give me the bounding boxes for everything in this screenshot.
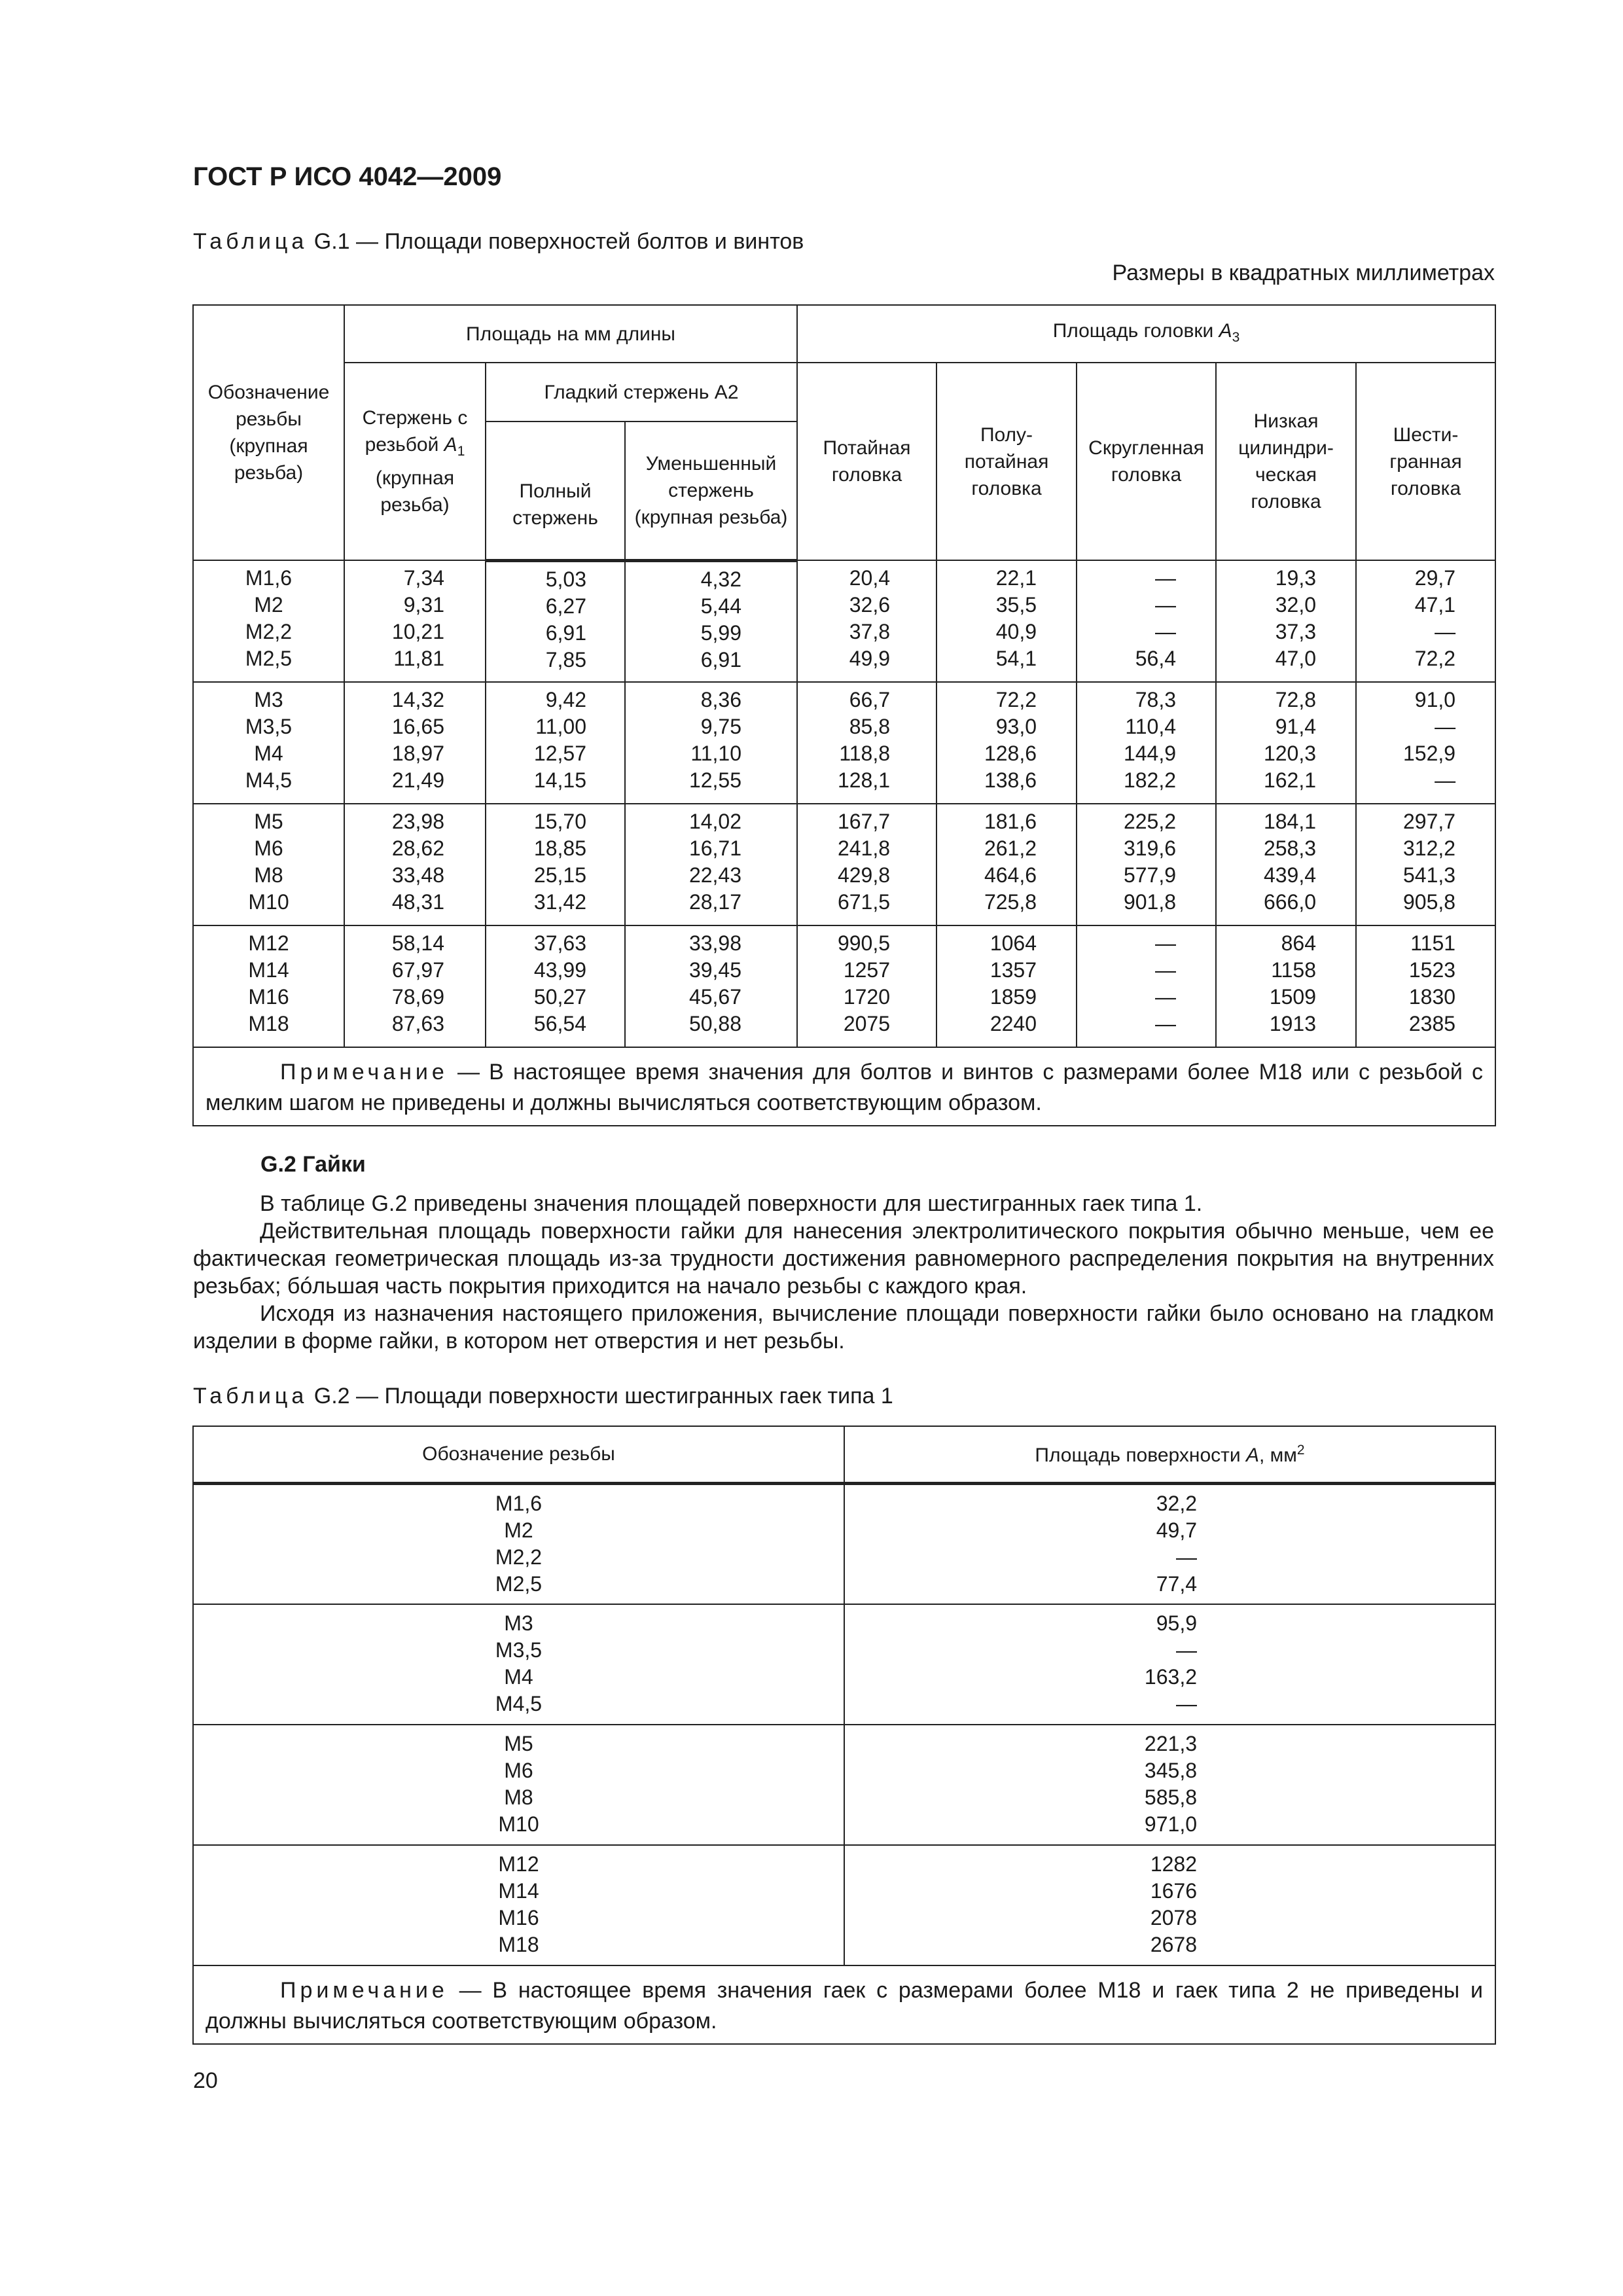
table1-caption bbox=[193, 229, 804, 255]
section-title: G.2 Гайки bbox=[260, 1152, 366, 1177]
table2-caption-word: Таблица bbox=[193, 1384, 308, 1408]
header-threaded-var: A bbox=[444, 434, 457, 456]
header-head-group bbox=[797, 305, 1495, 363]
table-row bbox=[193, 1725, 1495, 1845]
cell-threaded: 14,32 16,65 18,97 21,49 bbox=[344, 682, 486, 804]
cell-designation: M5 M6 M8 M10 bbox=[193, 1725, 844, 1845]
header-threaded-shank bbox=[344, 363, 486, 560]
table1-note-text: — В настоящее время значения для болтов и винтов с размерами более M18 или с резьбой с мелким шагом не приведены и должны вычисляться соответствующим образом. bbox=[205, 1060, 1484, 1115]
cell-round: — — — — bbox=[1077, 925, 1216, 1047]
table-row bbox=[193, 1484, 1495, 1604]
t2-header-area-unit: , мм bbox=[1258, 1444, 1297, 1466]
cell-threaded: 23,98 28,62 33,48 48,31 bbox=[344, 804, 486, 925]
cell-countersunk: 20,4 32,6 37,8 49,9 bbox=[797, 560, 936, 682]
header-per-mm-group: Площадь на мм длины bbox=[344, 305, 797, 363]
cell-hex: 29,7 47,1 — 72,2 bbox=[1356, 560, 1495, 682]
cell-threaded: 7,34 9,31 10,21 11,81 bbox=[344, 560, 486, 682]
cell-cheese: 72,8 91,4 120,3 162,1 bbox=[1216, 682, 1356, 804]
cell-area: 32,2 49,7 — 77,4 bbox=[844, 1484, 1495, 1604]
cell-designation: M5 M6 M8 M10 bbox=[193, 804, 344, 925]
table-row bbox=[193, 1845, 1495, 1965]
cell-full: 37,63 43,99 50,27 56,54 bbox=[486, 925, 625, 1047]
cell-hex: 91,0 — 152,9 — bbox=[1356, 682, 1495, 804]
t2-header-area-var: A bbox=[1245, 1444, 1259, 1466]
table-row bbox=[193, 804, 1495, 925]
table-row bbox=[193, 560, 1495, 682]
cell-designation: M1,6 M2 M2,2 M2,5 bbox=[193, 560, 344, 682]
cell-cheese: 184,1 258,3 439,4 666,0 bbox=[1216, 804, 1356, 925]
table1-units: Размеры в квадратных миллиметрах bbox=[1112, 260, 1495, 285]
cell-countersunk: 990,5 1257 1720 2075 bbox=[797, 925, 936, 1047]
table1-note bbox=[193, 1047, 1495, 1126]
header-round: Скругленная головка bbox=[1077, 363, 1216, 560]
cell-designation: M1,6 M2 M2,2 M2,5 bbox=[193, 1484, 844, 1604]
cell-full: 5,03 6,27 6,91 7,85 bbox=[486, 560, 625, 682]
header-raised-countersunk: Полу-потайная головка bbox=[936, 363, 1077, 560]
table-row bbox=[193, 682, 1495, 804]
cell-area: 221,3 345,8 585,8 971,0 bbox=[844, 1725, 1495, 1845]
cell-reduced: 33,98 39,45 45,67 50,88 bbox=[625, 925, 797, 1047]
t2-header-area-text: Площадь поверхности bbox=[1035, 1444, 1246, 1466]
document-header: ГОСТ Р ИСО 4042—2009 bbox=[193, 162, 502, 191]
header-threaded-tail: (крупная резьба) bbox=[375, 467, 455, 516]
table-g1 bbox=[192, 304, 1496, 1126]
header-head-group-text: Площадь головки bbox=[1052, 319, 1219, 342]
cell-designation: M12 M14 M16 M18 bbox=[193, 925, 344, 1047]
table2-note-word: Примечание bbox=[280, 1977, 448, 2003]
cell-designation: M3 M3,5 M4 M4,5 bbox=[193, 1604, 844, 1725]
cell-round: — — — 56,4 bbox=[1077, 560, 1216, 682]
cell-round: 78,3 110,4 144,9 182,2 bbox=[1077, 682, 1216, 804]
header-threaded-text: Стержень с резьбой bbox=[362, 407, 468, 456]
t2-header-area bbox=[844, 1426, 1495, 1484]
cell-area: 95,9 — 163,2 — bbox=[844, 1604, 1495, 1725]
cell-cheese: 19,3 32,0 37,3 47,0 bbox=[1216, 560, 1356, 682]
table-row bbox=[193, 925, 1495, 1047]
cell-raised: 181,6 261,2 464,6 725,8 bbox=[936, 804, 1077, 925]
t2-header-designation: Обозначение резьбы bbox=[193, 1426, 844, 1484]
cell-designation: M3 M3,5 M4 M4,5 bbox=[193, 682, 344, 804]
cell-area: 1282 1676 2078 2678 bbox=[844, 1845, 1495, 1965]
table1-note-word: Примечание bbox=[280, 1060, 448, 1085]
cell-threaded: 58,14 67,97 78,69 87,63 bbox=[344, 925, 486, 1047]
cell-reduced: 14,02 16,71 22,43 28,17 bbox=[625, 804, 797, 925]
cell-full: 9,42 11,00 12,57 14,15 bbox=[486, 682, 625, 804]
paragraph-1: В таблице G.2 приведены значения площадей поверхности для шестигранных гаек типа 1. bbox=[260, 1191, 1203, 1216]
cell-countersunk: 66,7 85,8 118,8 128,1 bbox=[797, 682, 936, 804]
table2-note bbox=[193, 1965, 1495, 2044]
cell-round: 225,2 319,6 577,9 901,8 bbox=[1077, 804, 1216, 925]
paragraph-2: Действительная площадь поверхности гайки для нанесения электролитического покрытия обычно меньше, чем ее фактическая геометрическая площадь из-за трудности достижения равномерного распределения покрытия на внутренних резьбах; бóльшая часть покрытия приходится на начало резьбы с каждого края. bbox=[193, 1219, 1494, 1299]
cell-designation: M12 M14 M16 M18 bbox=[193, 1845, 844, 1965]
header-threaded-sub: 1 bbox=[457, 444, 465, 459]
t2-header-area-sup: 2 bbox=[1296, 1442, 1305, 1458]
table2-caption-text: G.2 — Площади поверхности шестигранных гаек типа 1 bbox=[308, 1384, 893, 1408]
header-head-group-var: A bbox=[1219, 319, 1232, 342]
paragraph-3: Исходя из назначения настоящего приложения, вычисление площади поверхности гайки было основано на гладком изделии в форме гайки, в котором нет отверстия и нет резьбы. bbox=[193, 1301, 1494, 1354]
header-full-shank: Полный стержень bbox=[486, 422, 625, 560]
header-reduced-shank: Уменьшенный стержень (крупная резьба) bbox=[625, 422, 797, 560]
table1-caption-text: G.1 — Площади поверхностей болтов и винтов bbox=[308, 229, 804, 254]
cell-raised: 1064 1357 1859 2240 bbox=[936, 925, 1077, 1047]
cell-countersunk: 167,7 241,8 429,8 671,5 bbox=[797, 804, 936, 925]
cell-cheese: 864 1158 1509 1913 bbox=[1216, 925, 1356, 1047]
table2-note-text: — В настоящее время значения гаек с размерами более M18 и гаек типа 2 не приведены и должны вычисляться соответствующим образом. bbox=[205, 1977, 1483, 2034]
cell-full: 15,70 18,85 25,15 31,42 bbox=[486, 804, 625, 925]
header-countersunk: Потайная головка bbox=[797, 363, 936, 560]
cell-reduced: 8,36 9,75 11,10 12,55 bbox=[625, 682, 797, 804]
table-g2 bbox=[192, 1426, 1496, 2045]
table1-caption-word: Таблица bbox=[193, 229, 308, 254]
table2-caption bbox=[193, 1384, 893, 1409]
table-row bbox=[193, 1604, 1495, 1725]
header-hex: Шести-гранная головка bbox=[1356, 363, 1495, 560]
cell-reduced: 4,32 5,44 5,99 6,91 bbox=[625, 560, 797, 682]
cell-hex: 297,7 312,2 541,3 905,8 bbox=[1356, 804, 1495, 925]
cell-hex: 1151 1523 1830 2385 bbox=[1356, 925, 1495, 1047]
header-head-group-sub: 3 bbox=[1232, 329, 1240, 345]
header-designation: Обозначение резьбы (крупная резьба) bbox=[193, 305, 344, 560]
header-cheese: Низкая цилиндри-ческая головка bbox=[1216, 363, 1356, 560]
table-g2-body bbox=[193, 1484, 1495, 1965]
page-number: 20 bbox=[193, 2068, 218, 2093]
header-smooth-group: Гладкий стержень A2 bbox=[486, 363, 797, 422]
cell-raised: 22,1 35,5 40,9 54,1 bbox=[936, 560, 1077, 682]
cell-raised: 72,2 93,0 128,6 138,6 bbox=[936, 682, 1077, 804]
table-g1-body bbox=[193, 560, 1495, 1047]
